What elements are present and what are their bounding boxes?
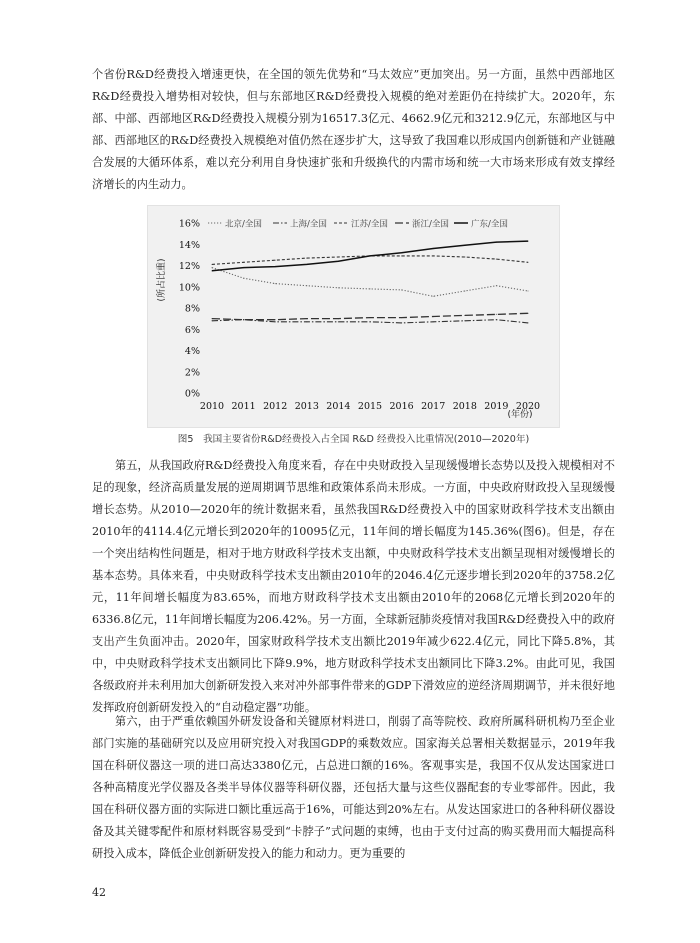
data-point [464, 256, 465, 257]
x-axis-label: (年份) [507, 410, 533, 420]
data-point [369, 288, 370, 289]
figure-caption: 图5 我国主要省份R&D经费投入占全国 R&D 经费投入比重情况(2010—2020年) [177, 434, 530, 445]
y-tick-label: 14% [178, 239, 200, 251]
data-point [275, 321, 276, 322]
x-tick-label: 2020 [515, 401, 541, 412]
data-point [243, 319, 244, 320]
data-point [369, 255, 370, 256]
data-point [401, 322, 402, 323]
data-point [306, 257, 307, 258]
data-point [401, 252, 402, 253]
data-point [275, 283, 276, 284]
data-point [369, 321, 370, 322]
data-point [496, 242, 497, 243]
data-point [243, 267, 244, 268]
x-tick-label: 2017 [421, 401, 446, 412]
data-point [211, 264, 212, 265]
chart-legend [208, 219, 508, 230]
x-tick-label: 2013 [294, 401, 319, 412]
data-point [496, 314, 497, 315]
data-point [243, 262, 244, 263]
data-point [433, 316, 434, 317]
x-axis-ticks [200, 401, 540, 412]
data-point [433, 321, 434, 322]
data-point [211, 318, 212, 319]
data-point [338, 256, 339, 257]
data-point [527, 322, 528, 323]
data-point [369, 317, 370, 318]
data-point [464, 320, 465, 321]
data-point [211, 320, 212, 321]
y-tick-label: 16% [178, 218, 200, 230]
data-point [464, 245, 465, 246]
data-point [401, 255, 402, 256]
data-point [401, 289, 402, 290]
page-number: 42 [92, 886, 106, 899]
data-point [527, 240, 528, 241]
y-tick-label: 10% [178, 282, 200, 294]
series-line-2 [212, 256, 528, 265]
chart-series [211, 240, 528, 323]
data-point [306, 264, 307, 265]
data-point [338, 321, 339, 322]
data-point [275, 319, 276, 320]
data-point [338, 261, 339, 262]
legend-label: 北京/全国 [225, 219, 262, 230]
series-line-0 [212, 268, 528, 297]
y-tick-label: 12% [178, 261, 200, 272]
y-tick-label: 4% [184, 346, 200, 357]
y-tick-label: 8% [184, 303, 200, 315]
legend-label: 浙江/全国 [412, 219, 449, 230]
data-point [464, 315, 465, 316]
y-axis-ticks [179, 219, 200, 400]
y-tick-label: 6% [184, 324, 200, 336]
data-point [496, 259, 497, 260]
data-point [338, 318, 339, 319]
legend-label: 上海/全国 [290, 219, 327, 230]
x-tick-label: 2012 [263, 401, 288, 412]
legend-label: 江苏/全国 [351, 219, 388, 230]
x-tick-label: 2014 [326, 401, 351, 412]
data-point [306, 321, 307, 322]
paragraph-2: 第五，从我国政府R&D经费投入角度来看，存在中央财政投入呈现缓慢增长态势以及投入规模相对不足的现象，经济高质量发展的逆周期调节思维和政策体系尚未形成。一方面，中央政府财政投入呈现缓慢增长态势。从2010—2020年的统计数据来看，虽然我国R&D经费投入中的国家财政科学技术支出额由2010年的4114.4亿元增长到2020年的10095亿元，11年间的增长幅度为145.36%(图6)。但是，存在一个突出结构性问题是，相对于地方财政科学技术支出额，中央财政科学技术支出额呈现相对缓慢增长的基本态势。具体来看，中央财政科学技术支出额由2010年的2046.4亿元逐步增长到2020年的3758.2亿元，11年间增长幅度为83.65%，而地方财政科学技术支出额由2010年的2068亿元增长到2020年的6336.8亿元，11年间增长幅度为206.42%。另一方面，全球新冠肺炎疫情对我国R&D经费投入中的政府支出产生负面冲击。2020年，国家财政科学技术支出额比2019年减少622.4亿元，同比下降5.8%，其中，中央财政科学技术支出额同比下降9.9%，地方财政科学技术支出额同比下降3.2%。由此可见，我国各级政府并未利用加大创新研发投入来对冲外部事件带来的GDP下滑效应的逆经济周期调节，并未很好地发挥政府创新研发投入的“自动稳定器”功能。 [92, 459, 615, 714]
series-line-3 [212, 313, 528, 319]
data-point [401, 317, 402, 318]
data-point [433, 296, 434, 297]
legend-label: 广东/全国 [471, 219, 508, 230]
y-tick-label: 2% [184, 367, 200, 379]
x-tick-label: 2011 [231, 401, 256, 412]
x-tick-label: 2018 [452, 401, 477, 412]
data-point [338, 287, 339, 288]
data-point [433, 248, 434, 249]
chart-canvas [148, 206, 559, 427]
x-tick-label: 2010 [199, 401, 225, 412]
data-point [306, 285, 307, 286]
data-point [275, 266, 276, 267]
x-tick-label: 2019 [484, 401, 509, 412]
data-point [275, 260, 276, 261]
data-point [496, 319, 497, 320]
paragraph-1: 个省份R&D经费投入增速更快，在全国的领先优势和“马太效应”更加突出。另一方面，虽然中西部地区R&D经费投入增势相对较快，但与东部地区R&D经费投入规模的绝对差距仍在持续扩大。2020年，东部、中部、西部地区R&D经费投入规模分别为16517.3亿元、4662.9亿元和3212.9亿元，东部地区与中部、西部地区的R&D经费投入规模绝对值仍然在逐步扩大，这导致了我国难以形成国内创新链和产业链融合发展的大循环体系，难以充分利用自身快速扩张和升级换代的内需市场和统一大市场来形成有效支撑经济增长的内生动力。 [92, 68, 615, 191]
y-tick-label: 0% [184, 388, 200, 400]
x-tick-label: 2015 [357, 401, 383, 412]
x-tick-label: 2016 [389, 401, 414, 412]
paragraph-3: 第六，由于严重依赖国外研发设备和关键原材料进口，削弱了高等院校、政府所属科研机构乃至企业部门实施的基础研究以及应用研究投入对我国GDP的乘数效应。国家海关总署相关数据显示，2019年我国在科研仪器这一项的进口高达3380亿元，占总进口额的16%。客观事实是，我国不仅从发达国家进口各种高精度光学仪器及各类半导体仪器等科研仪器，还包括大量与这些仪器配套的专业零部件。因此，我国在科研仪器方面的实际进口额比重远高于16%，可能达到20%左右。从发达国家进口的各种科研仪器设备及其关键零配件和原材料既容易受到“卡脖子”式问题的束缚，也由于支付过高的购买费用而大幅提高科研投入成本，降低企业创新研发投入的能力和动力。更为重要的 [92, 715, 615, 860]
y-axis-label: (所占比重) [157, 258, 167, 302]
data-point [306, 318, 307, 319]
data-point [527, 313, 528, 314]
data-point [464, 290, 465, 291]
data-point [527, 262, 528, 263]
figure-5-chart [147, 205, 560, 428]
data-point [211, 270, 212, 271]
data-point [211, 267, 212, 268]
data-point [527, 290, 528, 291]
data-point [496, 285, 497, 286]
data-point [433, 255, 434, 256]
data-point [243, 278, 244, 279]
